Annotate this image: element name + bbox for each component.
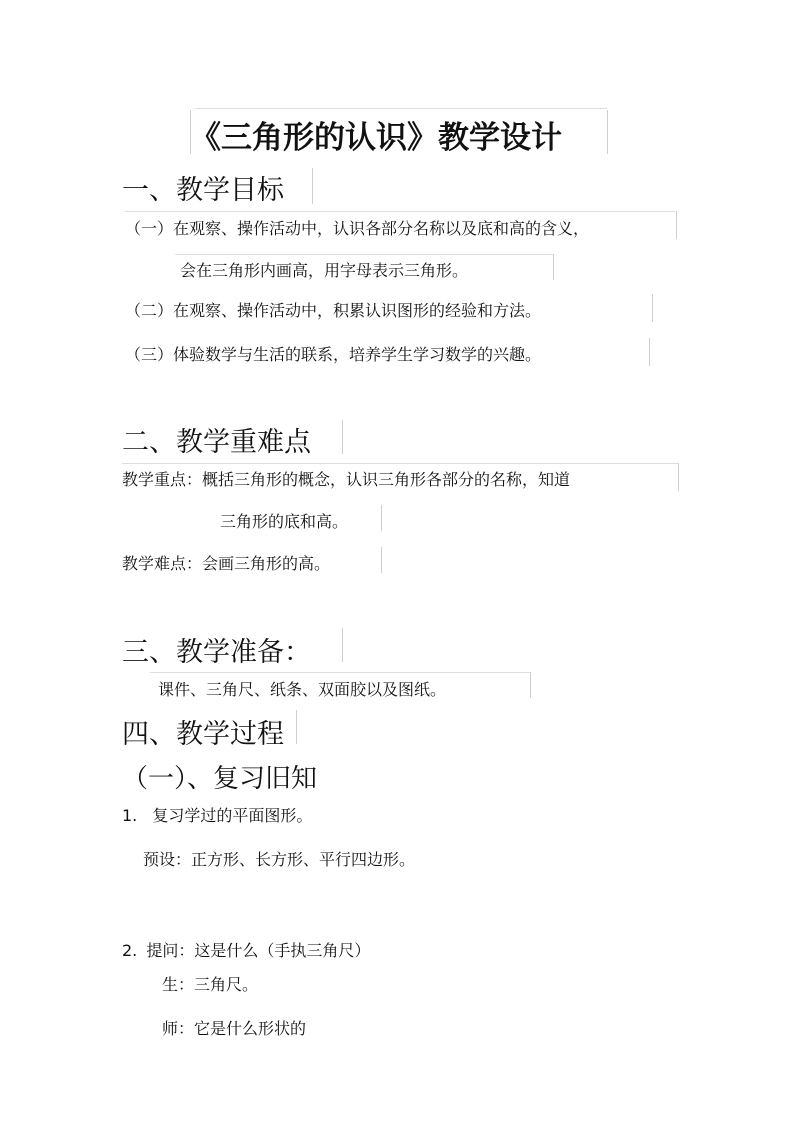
objectives-cell-border (312, 168, 313, 204)
step-1-number: 1. (122, 806, 138, 825)
obj-item3-right-border (652, 294, 653, 322)
obj-item4-right-border (649, 338, 650, 366)
step-1 (122, 803, 312, 826)
step-2 (122, 938, 370, 961)
focus-top-border (122, 463, 678, 464)
obj-item2-top-border (175, 254, 553, 255)
process-cell-border (296, 710, 297, 744)
step-1-text: 复习学过的平面图形。 (152, 806, 313, 825)
obj-item1-right-border (676, 211, 677, 239)
objective-item-1: （一）在观察、操作活动中，认识各部分名称以及底和高的含义， (125, 219, 590, 238)
step-1-preset: 预设：正方形、长方形、平行四边形。 (143, 850, 416, 869)
process-heading: 四、教学过程 (122, 719, 284, 750)
obj-item2-right-border (553, 254, 554, 280)
document-title: 《三角形的认识》教学设计 (190, 120, 562, 156)
preparation-content: 课件、三角尺、纸条、双面胶以及图纸。 (158, 680, 447, 699)
teacher-question: 师：它是什么形状的 (162, 1019, 307, 1038)
objective-item-3: （三）体验数学与生活的联系，培养学生学习数学的兴趣。 (125, 345, 542, 364)
step-2-text: 提问：这是什么（手执三角尺） (146, 941, 371, 960)
key-points-heading: 二、教学重难点 (122, 427, 311, 458)
teaching-focus-continued: 三角形的底和高。 (220, 512, 349, 531)
prep-content-top-border (150, 672, 530, 673)
objective-item-2: （二）在观察、操作活动中，积累认识图形的经验和方法。 (125, 301, 542, 320)
prep-content-right-border (530, 672, 531, 698)
objective-item-1-continued: 会在三角形内画高，用字母表示三角形。 (180, 261, 469, 280)
obj-item1-top-border (125, 211, 675, 212)
student-response: 生：三角尺。 (162, 975, 259, 994)
title-cell-right-border (607, 110, 608, 154)
objectives-heading: 一、教学目标 (122, 175, 284, 206)
preparation-cell-border (342, 628, 343, 662)
teaching-focus: 教学重点：概括三角形的概念，认识三角形各部分的名称，知道 (122, 470, 571, 489)
preparation-heading: 三、教学准备： (122, 637, 311, 668)
review-subheading: （一）、复习旧知 (122, 764, 318, 794)
title-cell-top-border (195, 108, 607, 109)
difficulty-right-border (381, 547, 382, 573)
teaching-difficulty: 教学难点：会画三角形的高。 (122, 554, 331, 573)
focus-right-border (678, 463, 679, 491)
step-2-number: 2. (122, 941, 138, 960)
keypoints-cell-border (342, 420, 343, 454)
focus2-right-border (381, 505, 382, 531)
